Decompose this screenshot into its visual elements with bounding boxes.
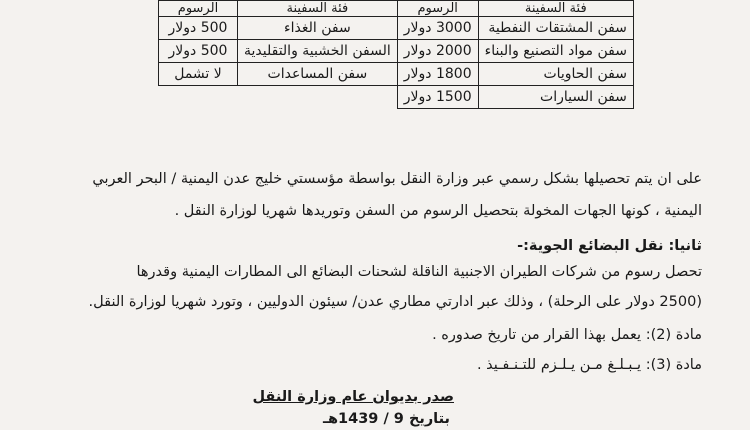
table-cell: 1500 دولار: [397, 86, 478, 109]
fees-table: [158, 0, 634, 109]
issued-line: صدر بديوان عام وزارة النقل: [252, 389, 454, 405]
table-cell-empty: [238, 86, 398, 109]
article-line: مادة (3): يـبـلـغ مـن يـلـزم للتـنـفـيذ .: [476, 357, 702, 373]
article-line: مادة (2): يعمل بهذا القرار من تاريخ صدوره .: [432, 327, 702, 343]
table-header: فئة السفينة: [478, 1, 633, 17]
table-cell: سفن السيارات: [478, 86, 633, 109]
table-header: فئة السفينة: [238, 1, 398, 17]
table-cell: 3000 دولار: [397, 17, 478, 40]
table-cell: 2000 دولار: [397, 40, 478, 63]
section-title: ثانيا: نقل البضائع الجوية:-: [517, 238, 702, 254]
table-cell: 1800 دولار: [397, 63, 478, 86]
table-cell: سفن المساعدات: [238, 63, 398, 86]
table-cell: سفن الحاويات: [478, 63, 633, 86]
table-cell: 500 دولار: [159, 17, 238, 40]
table-cell: 500 دولار: [159, 40, 238, 63]
table-header-row: [159, 1, 634, 17]
table-cell: سفن الغذاء: [238, 17, 398, 40]
table-cell: السفن الخشبية والتقليدية: [238, 40, 398, 63]
table-cell: سفن مواد التصنيع والبناء: [478, 40, 633, 63]
paragraph-line: (2500 دولار على الرحلة) ، وذلك عبر ادارتي مطاري عدن/ سيئون الدوليين ، وتورد شهريا لوزارة النقل.: [88, 294, 702, 310]
table-cell: لا تشمل: [159, 63, 238, 86]
paragraph-line: اليمنية ، كونها الجهات المخولة بتحصيل الرسوم من السفن وتوريدها شهريا لوزارة النقل .: [174, 203, 702, 219]
paragraph-line: على ان يتم تحصيلها بشكل رسمي عبر وزارة النقل بواسطة مؤسستي خليج عدن اليمنية / البحر العربي: [92, 171, 702, 187]
table-row: [159, 40, 634, 63]
table-header: الرسوم: [397, 1, 478, 17]
paragraph-line: تحصل رسوم من شركات الطيران الاجنبية الناقلة لشحنات البضائع الى المطارات اليمنية وقدرها: [136, 264, 702, 280]
date-line: بتاريخ 9 / 1439هـ: [323, 411, 450, 427]
table-row: [159, 63, 634, 86]
table-row: [159, 86, 634, 109]
table-row: [159, 17, 634, 40]
table-cell: سفن المشتقات النفطية: [478, 17, 633, 40]
table-header: الرسوم: [159, 1, 238, 17]
table-cell-empty: [159, 86, 238, 109]
